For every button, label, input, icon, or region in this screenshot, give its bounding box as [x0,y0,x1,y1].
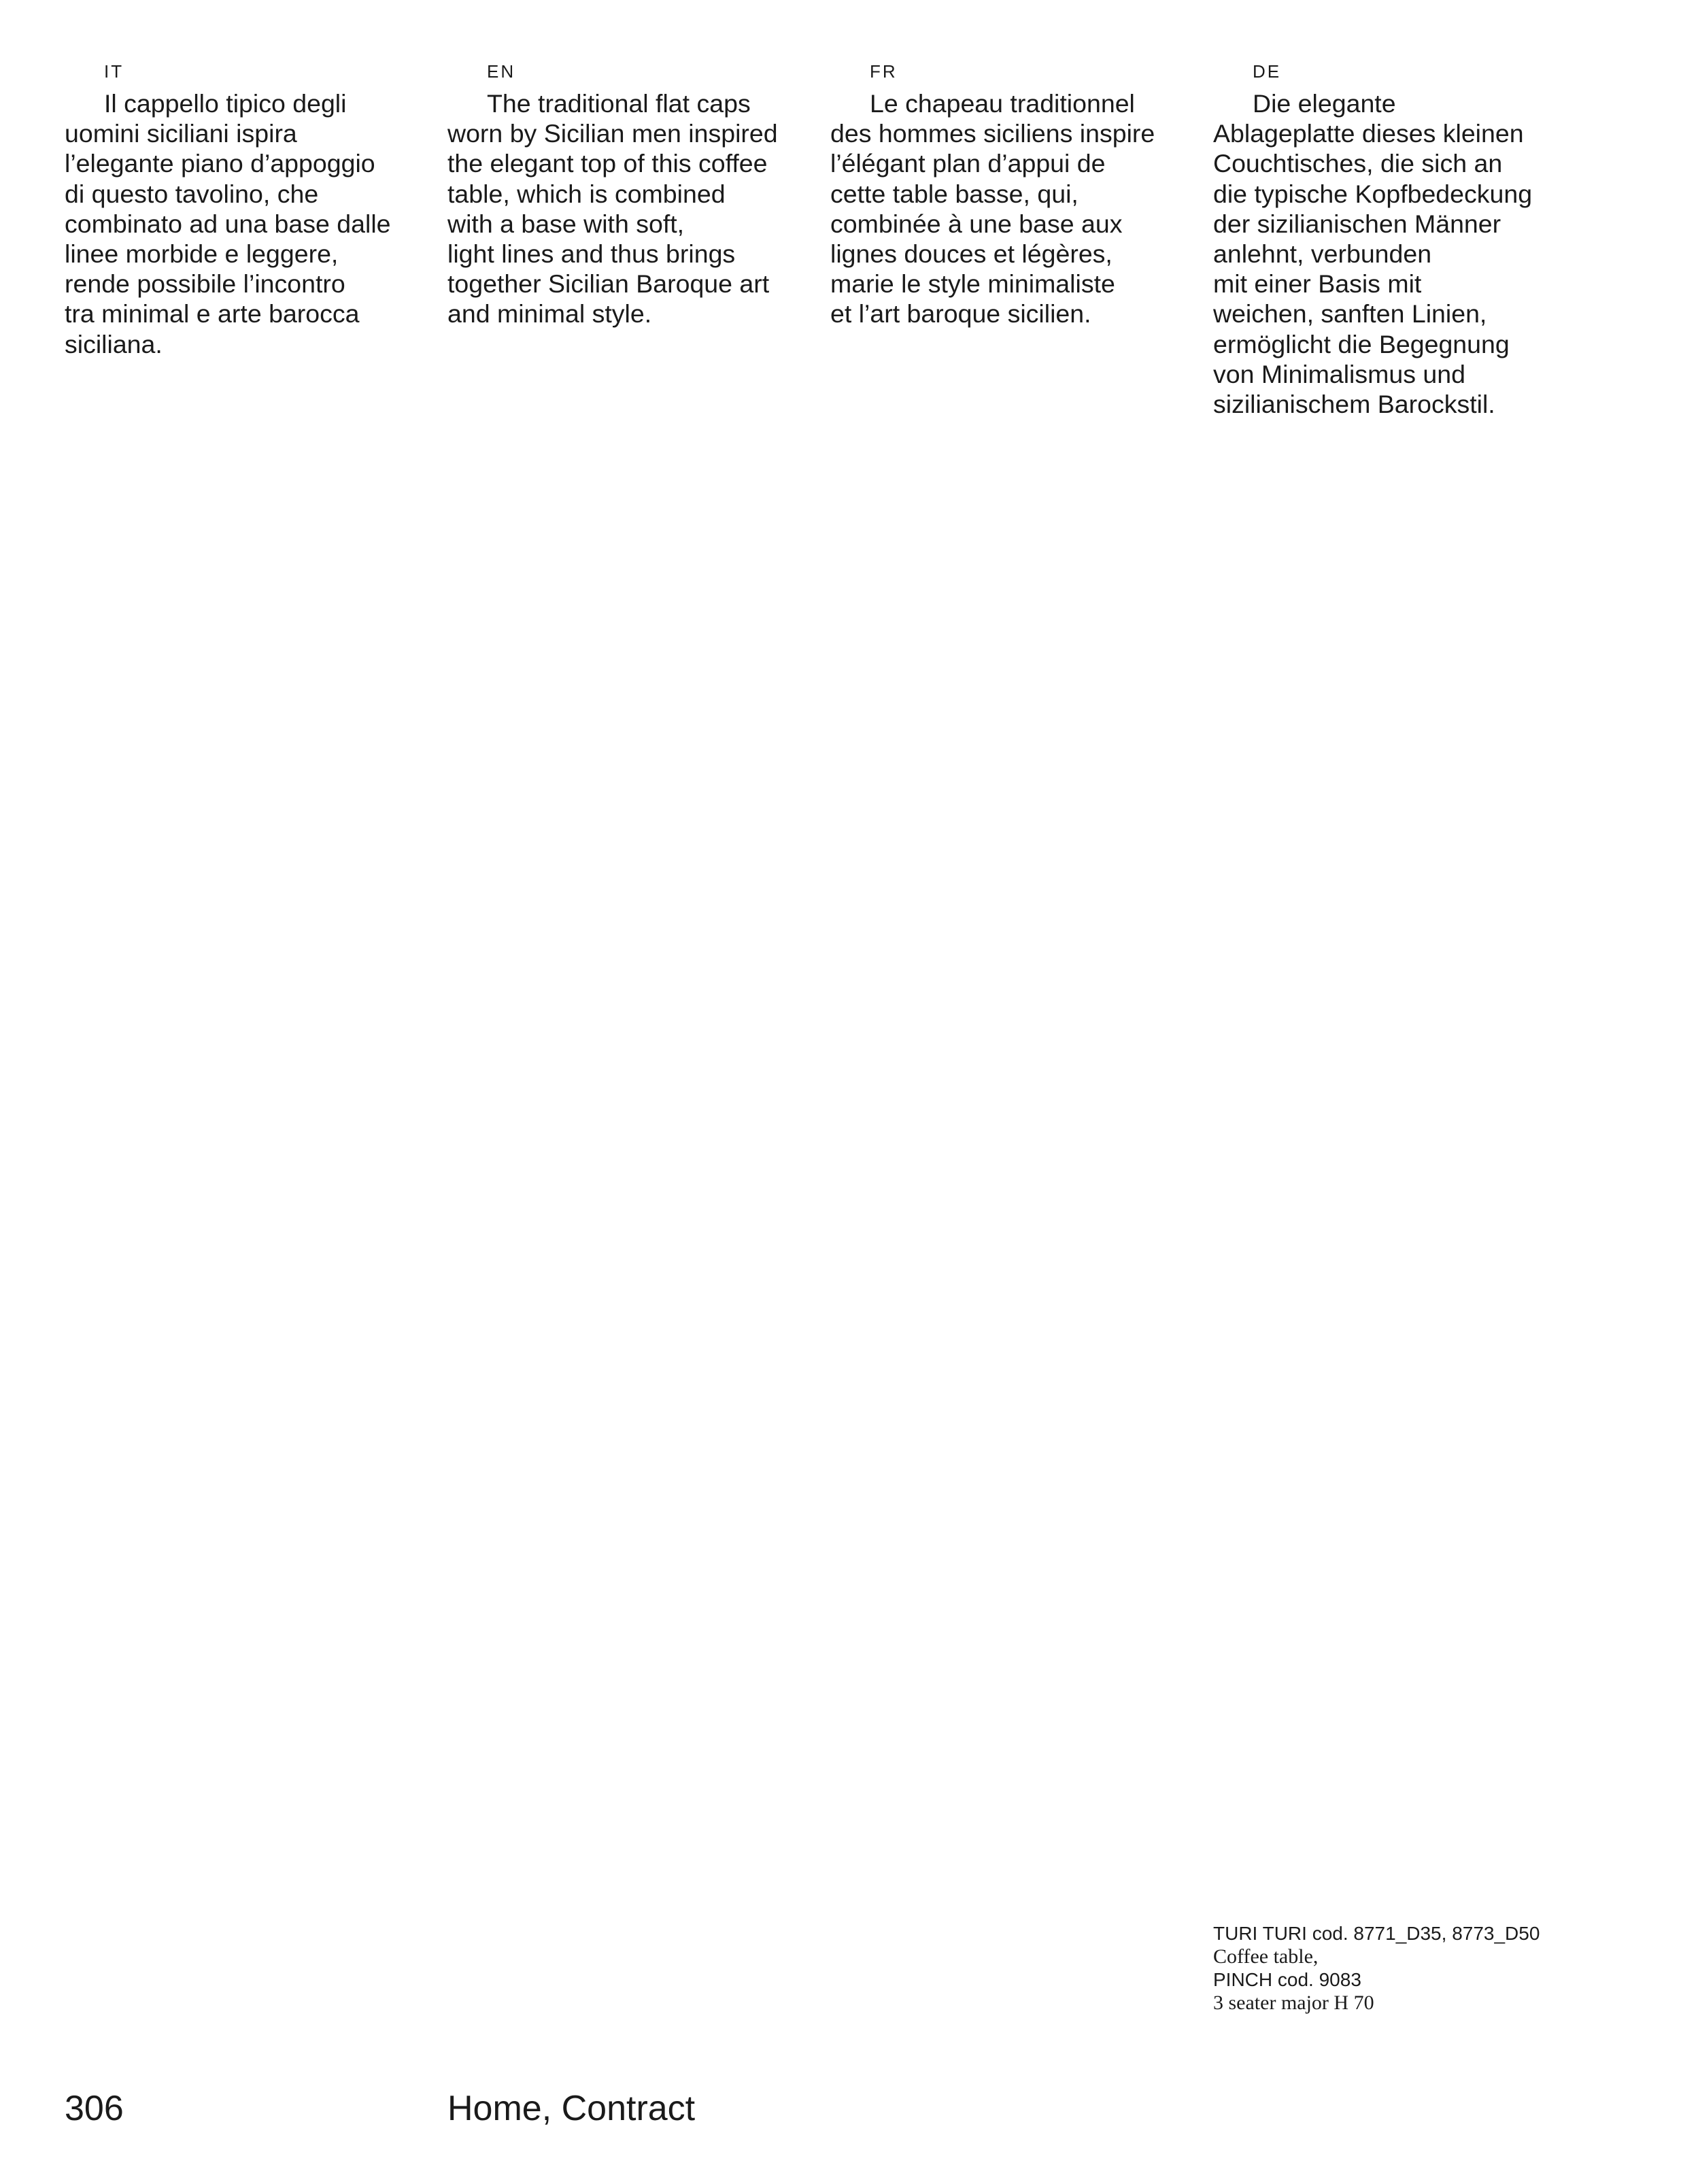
page-number: 306 [65,2089,124,2128]
column-english [447,60,815,329]
language-label-en: EN [487,61,516,82]
language-label-it: IT [104,61,124,82]
column-french [830,60,1198,329]
language-label-de: DE [1253,61,1282,82]
description-fr: Le chapeau traditionnel des hommes siciliens inspire l’élégant plan d’appui de cette table basse, qui, combinée à une base aux lignes douces et légères, marie le style minimaliste et l’art baroque sicilien. [830,89,1155,329]
description-de: Die elegante Ablageplatte dieses kleinen Couchtisches, die sich an die typische Kopfbedeckung der sizilianischen Männer anlehnt, verbunden mit einer Basis mit weichen, sanften Linien, ermöglicht die Begegnung von Minimalismus und sizilianischem Barockstil. [1213,89,1533,419]
description-it: Il cappello tipico degli uomini siciliani ispira l’elegante piano d’appoggio di questo tavolino, che combinato ad una base dalle linee morbide e leggere, rende possibile l’incontro tra minimal e arte barocca siciliana. [65,89,391,358]
caption-product-code-1: TURI TURI cod. 8771_D35, 8773_D50 [1213,1923,1540,1944]
product-caption [1213,1922,1635,2015]
column-german [1213,60,1580,419]
language-label-fr: FR [870,61,898,82]
caption-product-code-2: PINCH cod. 9083 [1213,1969,1361,1990]
caption-product-type-1: Coffee table, [1213,1945,1319,1968]
column-italian [65,60,432,359]
caption-product-type-2: 3 seater major H 70 [1213,1992,1374,2014]
description-en: The traditional flat caps worn by Sicilian men inspired the elegant top of this coffee table, which is combined with a base with soft, light lines and thus brings together Sicilian Baroque art and minimal style. [447,89,778,329]
section-title: Home, Contract [447,2089,696,2128]
